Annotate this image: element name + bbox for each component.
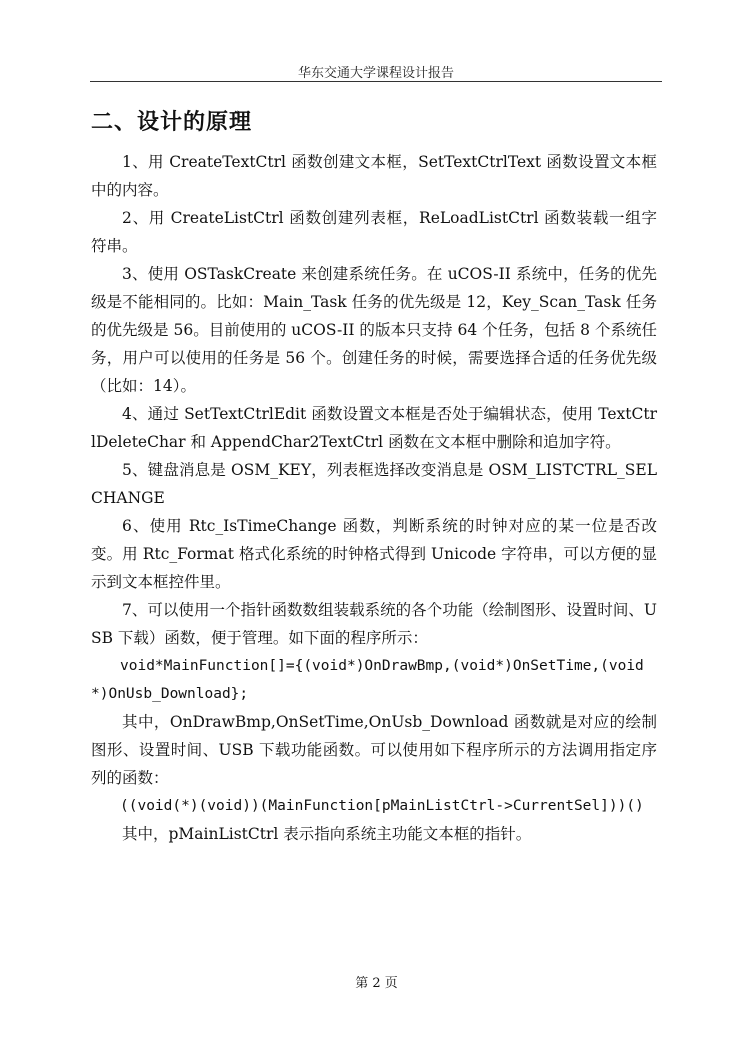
paragraph-7: 7、可以使用一个指针函数数组装载系统的各个功能（绘制图形、设置时间、USB 下载）函数，便于管理。如下面的程序所示： [91,601,657,647]
section-heading: 二、设计的原理 [91,109,253,135]
body-text [91,148,657,848]
code-line-main-function: void*MainFunction[]={(void*)OnDrawBmp,(void*)OnSetTime,(void*)OnUsb_Download}; [91,658,644,702]
paragraph-2: 2、用 CreateListCtrl 函数创建列表框，ReLoadListCtrl 函数装载一组字符串。 [91,209,657,255]
code-line-call: ((void(*)(void))(MainFunction[pMainListCtrl->CurrentSel]))() [120,798,644,814]
paragraph-5: 5、键盘消息是 OSM_KEY，列表框选择改变消息是 OSM_LISTCTRL_SELCHANGE [91,461,657,507]
page-header: 华东交通大学课程设计报告 [297,66,454,81]
paragraph-6: 6、使用 Rtc_IsTimeChange 函数，判断系统的时钟对应的某一位是否改变。用 Rtc_Format 格式化系统的时钟格式得到 Unicode 字符串，可以方便的显示到文本框控件里。 [91,517,657,591]
paragraph-3: 3、使用 OSTaskCreate 来创建系统任务。在 uCOS-II 系统中，任务的优先级是不能相同的。比如：Main_Task 任务的优先级是 12，Key_Scan_Task 任务的优先级是 56。目前使用的 uCOS-II 的版本只支持 64 个任务，包括 8 个系统任务，用户可以使用的任务是 56 个。创建任务的时候，需要选择合适的任务优先级（比如：14）。 [91,265,657,395]
paragraph-9: 其中，pMainListCtrl 表示指向系统主功能文本框的指针。 [122,825,532,843]
paragraph-1: 1、用 CreateTextCtrl 函数创建文本框，SetTextCtrlText 函数设置文本框中的内容。 [91,153,657,199]
paragraph-8: 其中，OnDrawBmp,OnSetTime,OnUsb_Download 函数就是对应的绘制图形、设置时间、USB 下载功能函数。可以使用如下程序所示的方法调用指定序列的函数： [91,713,657,787]
header-rule [90,81,662,82]
paragraph-4: 4、通过 SetTextCtrlEdit 函数设置文本框是否处于编辑状态，使用 TextCtrlDeleteChar 和 AppendChar2TextCtrl 函数在文本框中删除和追加字符。 [91,405,657,451]
page-number: 第 2 页 [355,976,398,991]
